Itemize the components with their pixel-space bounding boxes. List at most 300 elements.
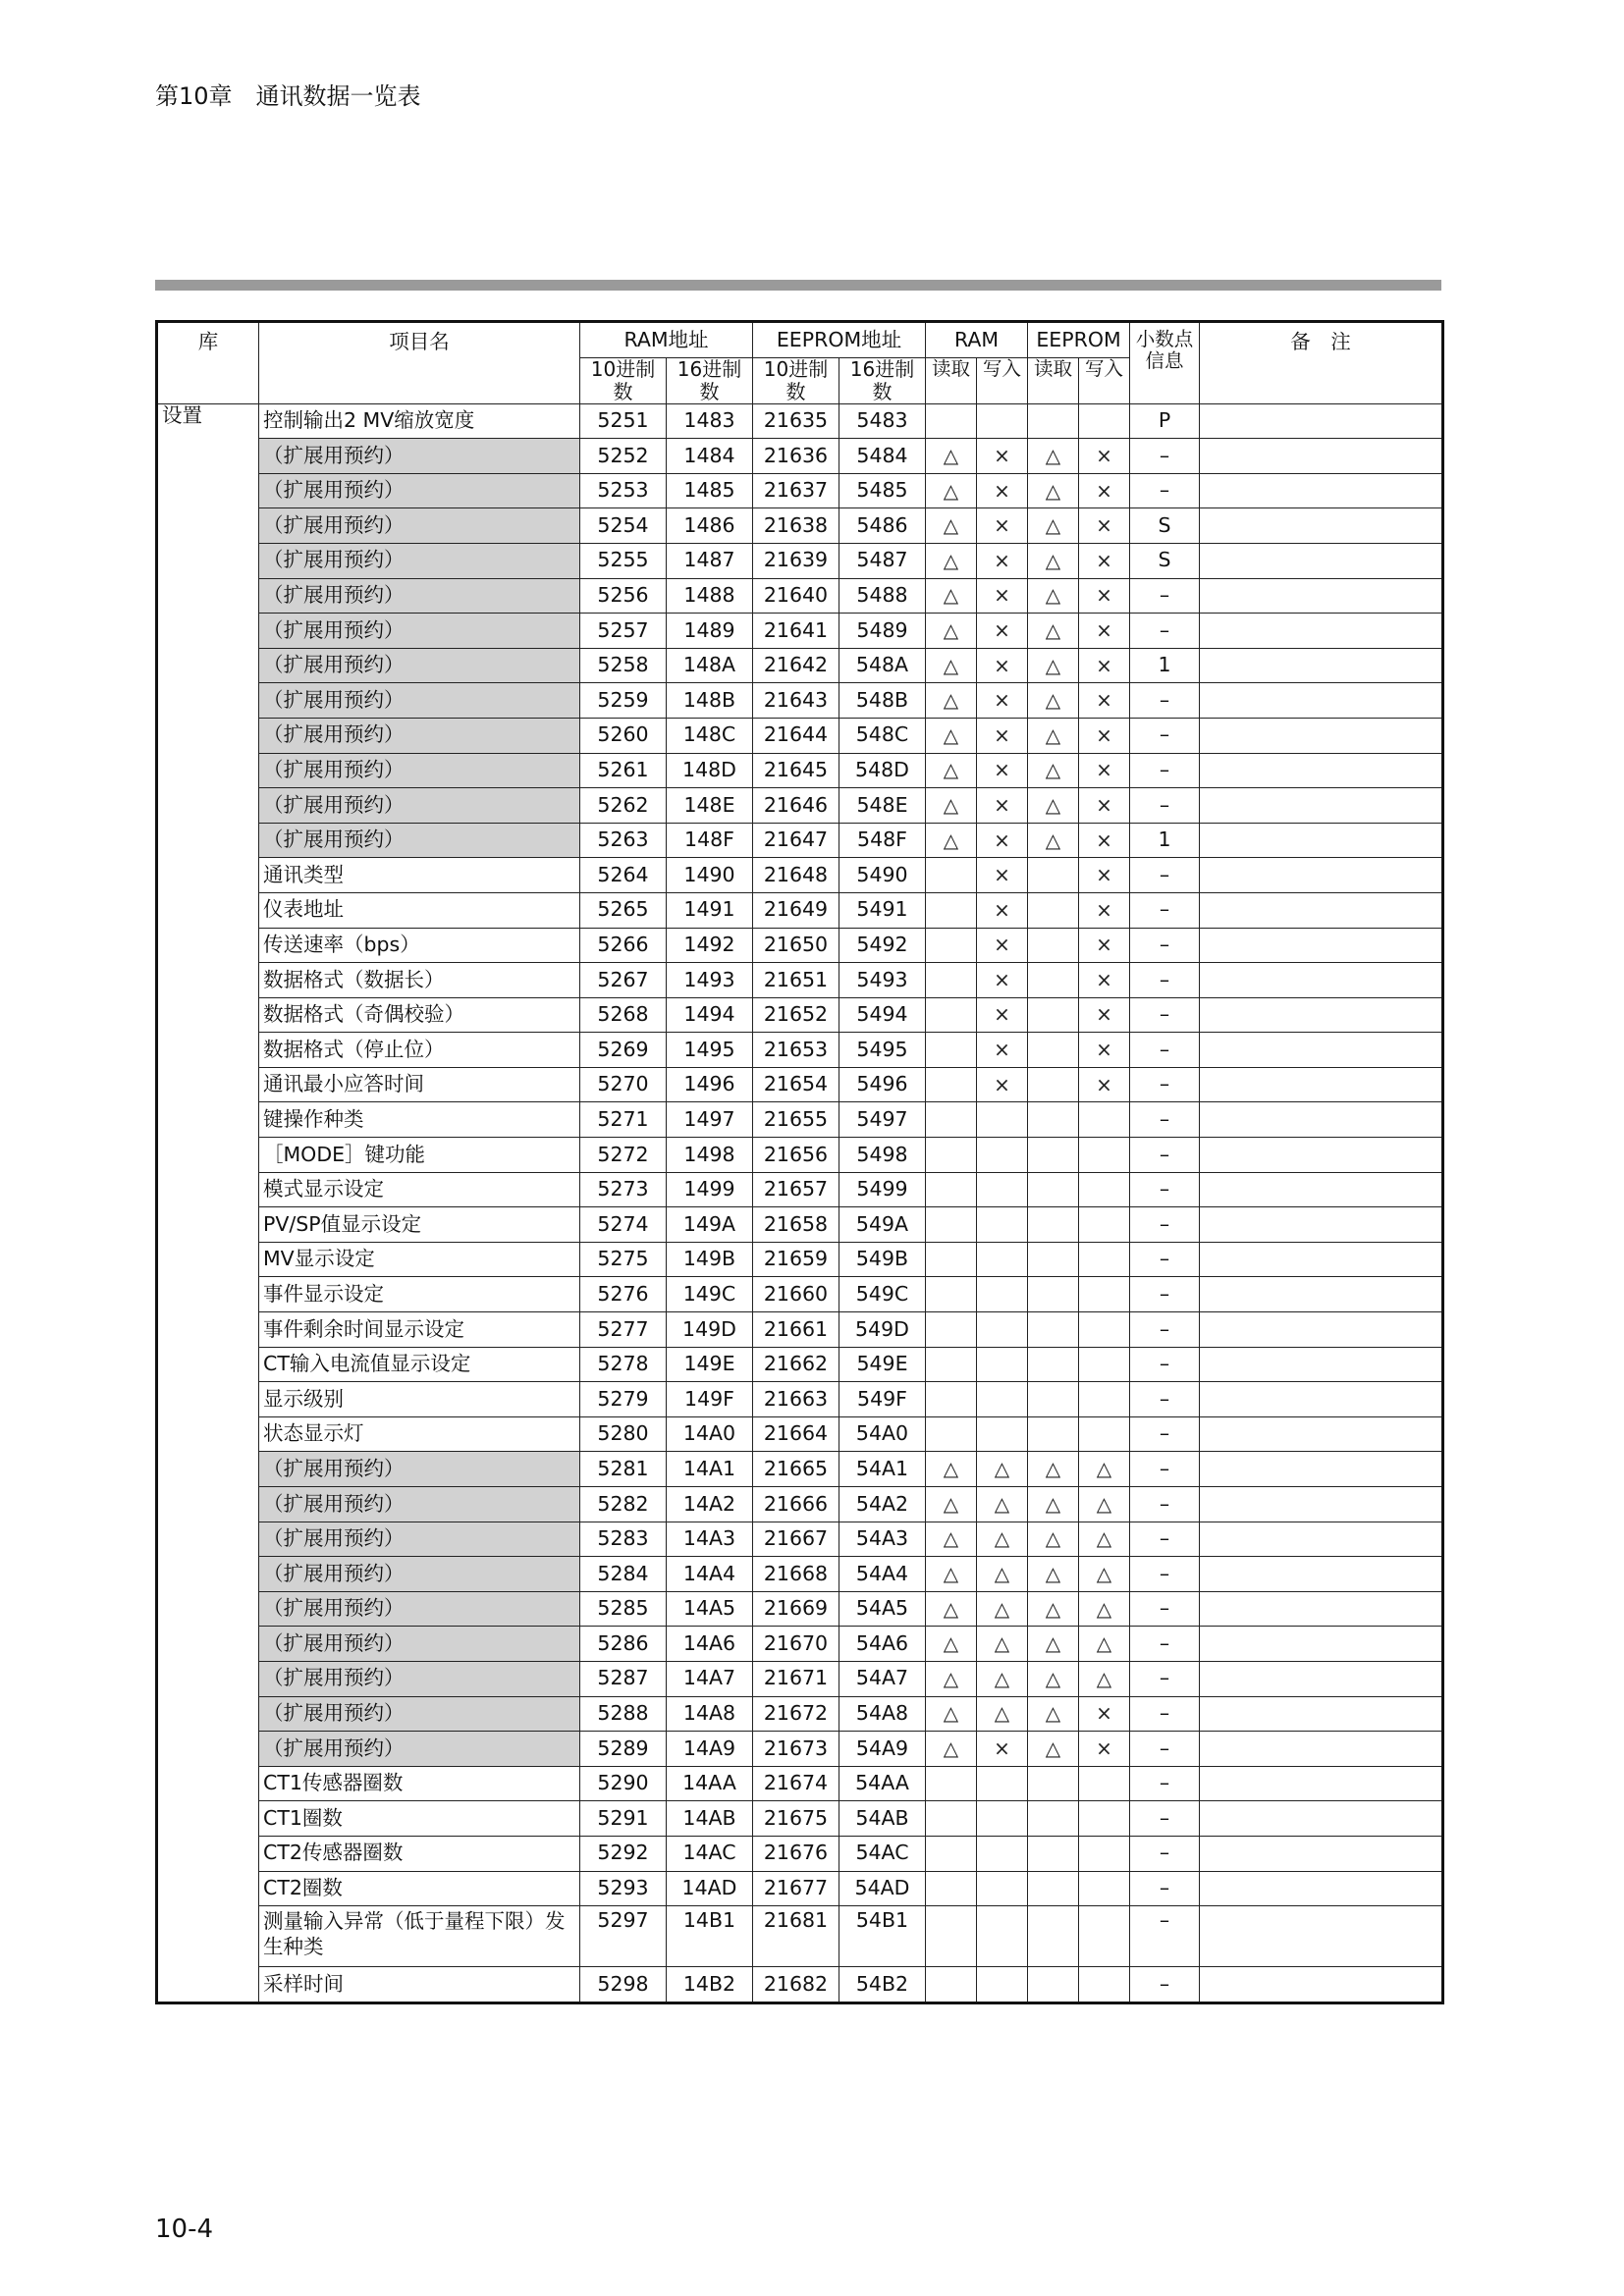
notes-cell bbox=[1200, 997, 1443, 1033]
ram-read-cell: △ bbox=[926, 439, 977, 474]
table-row bbox=[157, 648, 1443, 683]
decimal-info-cell: – bbox=[1130, 1416, 1200, 1452]
eeprom-read-cell: △ bbox=[1028, 753, 1079, 788]
table-row bbox=[157, 1312, 1443, 1348]
ram-write-cell: × bbox=[977, 892, 1028, 928]
header-eeprom-dec: 10进制数 bbox=[753, 357, 839, 403]
decimal-info-cell: – bbox=[1130, 1452, 1200, 1487]
ram-hex-cell: 1491 bbox=[667, 892, 753, 928]
eeprom-write-cell: × bbox=[1079, 1732, 1130, 1767]
ram-dec-cell: 5279 bbox=[580, 1382, 667, 1417]
notes-cell bbox=[1200, 823, 1443, 858]
eeprom-hex-cell: 548B bbox=[839, 683, 926, 719]
ram-hex-cell: 14AB bbox=[667, 1801, 753, 1837]
eeprom-read-cell bbox=[1028, 1033, 1079, 1068]
decimal-info-cell: – bbox=[1130, 683, 1200, 719]
decimal-info-cell: – bbox=[1130, 1522, 1200, 1557]
table-row bbox=[157, 1452, 1443, 1487]
table-row bbox=[157, 753, 1443, 788]
eeprom-read-cell bbox=[1028, 1277, 1079, 1312]
ram-write-cell bbox=[977, 1906, 1028, 1967]
eeprom-read-cell: △ bbox=[1028, 543, 1079, 578]
ram-read-cell bbox=[926, 1347, 977, 1382]
eeprom-write-cell: × bbox=[1079, 718, 1130, 753]
eeprom-dec-cell: 21641 bbox=[753, 614, 839, 649]
ram-hex-cell: 148A bbox=[667, 648, 753, 683]
ram-dec-cell: 5283 bbox=[580, 1522, 667, 1557]
item-name-cell: 测量输入异常（低于量程下限）发生种类 bbox=[259, 1906, 580, 1967]
ram-write-cell: × bbox=[977, 1033, 1028, 1068]
table-row bbox=[157, 1382, 1443, 1417]
header-eeprom-write: 写入 bbox=[1079, 357, 1130, 403]
table-row bbox=[157, 614, 1443, 649]
eeprom-dec-cell: 21638 bbox=[753, 508, 839, 544]
ram-hex-cell: 14A2 bbox=[667, 1487, 753, 1522]
notes-cell bbox=[1200, 403, 1443, 439]
item-name-cell: （扩展用预约） bbox=[259, 788, 580, 824]
item-name-cell: （扩展用预约） bbox=[259, 439, 580, 474]
ram-read-cell bbox=[926, 928, 977, 963]
eeprom-write-cell bbox=[1079, 1836, 1130, 1871]
ram-dec-cell: 5290 bbox=[580, 1766, 667, 1801]
ram-hex-cell: 1498 bbox=[667, 1138, 753, 1173]
decimal-info-cell: – bbox=[1130, 1836, 1200, 1871]
eeprom-write-cell bbox=[1079, 1801, 1130, 1837]
item-name-cell: CT输入电流值显示设定 bbox=[259, 1347, 580, 1382]
ram-hex-cell: 14A9 bbox=[667, 1732, 753, 1767]
ram-dec-cell: 5270 bbox=[580, 1067, 667, 1102]
item-name-cell: ［MODE］键功能 bbox=[259, 1138, 580, 1173]
eeprom-read-cell: △ bbox=[1028, 718, 1079, 753]
item-name-cell: 显示级别 bbox=[259, 1382, 580, 1417]
notes-cell bbox=[1200, 683, 1443, 719]
eeprom-write-cell: × bbox=[1079, 963, 1130, 998]
ram-write-cell: × bbox=[977, 997, 1028, 1033]
eeprom-hex-cell: 54B1 bbox=[839, 1906, 926, 1967]
ram-dec-cell: 5256 bbox=[580, 578, 667, 614]
ram-read-cell bbox=[926, 1172, 977, 1207]
eeprom-read-cell: △ bbox=[1028, 614, 1079, 649]
eeprom-read-cell bbox=[1028, 1416, 1079, 1452]
eeprom-write-cell: × bbox=[1079, 473, 1130, 508]
notes-cell bbox=[1200, 508, 1443, 544]
eeprom-write-cell: △ bbox=[1079, 1522, 1130, 1557]
decimal-info-cell: – bbox=[1130, 1871, 1200, 1906]
header-ram-hex: 16进制数 bbox=[667, 357, 753, 403]
ram-dec-cell: 5289 bbox=[580, 1732, 667, 1767]
ram-read-cell bbox=[926, 1277, 977, 1312]
eeprom-dec-cell: 21665 bbox=[753, 1452, 839, 1487]
item-name-cell: （扩展用预约） bbox=[259, 1487, 580, 1522]
ram-hex-cell: 14B1 bbox=[667, 1906, 753, 1967]
item-name-cell: （扩展用预约） bbox=[259, 823, 580, 858]
eeprom-write-cell: △ bbox=[1079, 1452, 1130, 1487]
ram-write-cell: × bbox=[977, 823, 1028, 858]
eeprom-write-cell: × bbox=[1079, 683, 1130, 719]
eeprom-dec-cell: 21644 bbox=[753, 718, 839, 753]
decimal-info-cell: – bbox=[1130, 1906, 1200, 1967]
ram-hex-cell: 149A bbox=[667, 1207, 753, 1243]
item-name-cell: （扩展用预约） bbox=[259, 683, 580, 719]
decimal-info-cell: – bbox=[1130, 1242, 1200, 1277]
item-name-cell: （扩展用预约） bbox=[259, 1591, 580, 1627]
ram-dec-cell: 5287 bbox=[580, 1661, 667, 1696]
table-row bbox=[157, 1871, 1443, 1906]
eeprom-hex-cell: 549F bbox=[839, 1382, 926, 1417]
item-name-cell: （扩展用预约） bbox=[259, 1661, 580, 1696]
table-row bbox=[157, 1766, 1443, 1801]
ram-hex-cell: 14AC bbox=[667, 1836, 753, 1871]
eeprom-hex-cell: 54A8 bbox=[839, 1696, 926, 1732]
eeprom-read-cell: △ bbox=[1028, 788, 1079, 824]
eeprom-hex-cell: 54A7 bbox=[839, 1661, 926, 1696]
ram-hex-cell: 1489 bbox=[667, 614, 753, 649]
table-row bbox=[157, 1277, 1443, 1312]
ram-write-cell: × bbox=[977, 439, 1028, 474]
ram-write-cell: △ bbox=[977, 1557, 1028, 1592]
ram-write-cell: △ bbox=[977, 1591, 1028, 1627]
ram-dec-cell: 5291 bbox=[580, 1801, 667, 1837]
decimal-info-cell: – bbox=[1130, 1801, 1200, 1837]
eeprom-dec-cell: 21636 bbox=[753, 439, 839, 474]
eeprom-hex-cell: 5498 bbox=[839, 1138, 926, 1173]
ram-hex-cell: 14AD bbox=[667, 1871, 753, 1906]
ram-dec-cell: 5258 bbox=[580, 648, 667, 683]
table-body bbox=[157, 403, 1443, 2002]
ram-read-cell bbox=[926, 1766, 977, 1801]
item-name-cell: 传送速率（bps） bbox=[259, 928, 580, 963]
eeprom-read-cell: △ bbox=[1028, 823, 1079, 858]
ram-hex-cell: 1485 bbox=[667, 473, 753, 508]
ram-read-cell: △ bbox=[926, 1522, 977, 1557]
table-row bbox=[157, 578, 1443, 614]
ram-dec-cell: 5267 bbox=[580, 963, 667, 998]
item-name-cell: （扩展用预约） bbox=[259, 1696, 580, 1732]
notes-cell bbox=[1200, 1207, 1443, 1243]
eeprom-read-cell bbox=[1028, 963, 1079, 998]
item-name-cell: 状态显示灯 bbox=[259, 1416, 580, 1452]
notes-cell bbox=[1200, 1967, 1443, 2003]
ram-read-cell bbox=[926, 1242, 977, 1277]
eeprom-read-cell: △ bbox=[1028, 1557, 1079, 1592]
eeprom-write-cell bbox=[1079, 1416, 1130, 1452]
decimal-info-cell: – bbox=[1130, 1557, 1200, 1592]
ram-write-cell: △ bbox=[977, 1452, 1028, 1487]
notes-cell bbox=[1200, 1732, 1443, 1767]
notes-cell bbox=[1200, 858, 1443, 893]
eeprom-hex-cell: 5494 bbox=[839, 997, 926, 1033]
decimal-info-cell: – bbox=[1130, 788, 1200, 824]
eeprom-read-cell: △ bbox=[1028, 1661, 1079, 1696]
section-rule bbox=[155, 280, 1441, 291]
ram-dec-cell: 5268 bbox=[580, 997, 667, 1033]
eeprom-write-cell: △ bbox=[1079, 1661, 1130, 1696]
eeprom-dec-cell: 21658 bbox=[753, 1207, 839, 1243]
eeprom-hex-cell: 54AA bbox=[839, 1766, 926, 1801]
eeprom-read-cell bbox=[1028, 1871, 1079, 1906]
ram-dec-cell: 5257 bbox=[580, 614, 667, 649]
eeprom-hex-cell: 548F bbox=[839, 823, 926, 858]
table-row bbox=[157, 1836, 1443, 1871]
eeprom-hex-cell: 548C bbox=[839, 718, 926, 753]
eeprom-write-cell: × bbox=[1079, 648, 1130, 683]
eeprom-dec-cell: 21655 bbox=[753, 1102, 839, 1138]
eeprom-dec-cell: 21651 bbox=[753, 963, 839, 998]
ram-hex-cell: 14A4 bbox=[667, 1557, 753, 1592]
eeprom-read-cell bbox=[1028, 1766, 1079, 1801]
ram-write-cell: × bbox=[977, 753, 1028, 788]
eeprom-dec-cell: 21657 bbox=[753, 1172, 839, 1207]
ram-write-cell: × bbox=[977, 1732, 1028, 1767]
ram-hex-cell: 1492 bbox=[667, 928, 753, 963]
ram-hex-cell: 14A3 bbox=[667, 1522, 753, 1557]
eeprom-hex-cell: 5497 bbox=[839, 1102, 926, 1138]
ram-write-cell bbox=[977, 1416, 1028, 1452]
decimal-info-cell: – bbox=[1130, 997, 1200, 1033]
eeprom-write-cell bbox=[1079, 1312, 1130, 1348]
notes-cell bbox=[1200, 1591, 1443, 1627]
eeprom-hex-cell: 5491 bbox=[839, 892, 926, 928]
item-name-cell: （扩展用预约） bbox=[259, 578, 580, 614]
notes-cell bbox=[1200, 1557, 1443, 1592]
decimal-info-cell: – bbox=[1130, 1696, 1200, 1732]
eeprom-dec-cell: 21652 bbox=[753, 997, 839, 1033]
item-name-cell: （扩展用预约） bbox=[259, 1452, 580, 1487]
eeprom-read-cell: △ bbox=[1028, 1627, 1079, 1662]
eeprom-write-cell: × bbox=[1079, 1033, 1130, 1068]
eeprom-hex-cell: 5493 bbox=[839, 963, 926, 998]
eeprom-read-cell bbox=[1028, 1242, 1079, 1277]
eeprom-dec-cell: 21681 bbox=[753, 1906, 839, 1967]
item-name-cell: （扩展用预约） bbox=[259, 473, 580, 508]
item-name-cell: MV显示设定 bbox=[259, 1242, 580, 1277]
notes-cell bbox=[1200, 1906, 1443, 1967]
ram-dec-cell: 5271 bbox=[580, 1102, 667, 1138]
eeprom-write-cell bbox=[1079, 1906, 1130, 1967]
header-ram-dec: 10进制数 bbox=[580, 357, 667, 403]
ram-write-cell: × bbox=[977, 1067, 1028, 1102]
group-label: 设置 bbox=[157, 403, 259, 2002]
ram-dec-cell: 5286 bbox=[580, 1627, 667, 1662]
ram-write-cell: × bbox=[977, 683, 1028, 719]
table-row bbox=[157, 508, 1443, 544]
header-ram-address: RAM地址 bbox=[580, 322, 753, 358]
notes-cell bbox=[1200, 1522, 1443, 1557]
item-name-cell: CT2传感器圈数 bbox=[259, 1836, 580, 1871]
eeprom-write-cell bbox=[1079, 1102, 1130, 1138]
communication-data-table bbox=[155, 320, 1444, 2004]
ram-read-cell: △ bbox=[926, 1452, 977, 1487]
ram-dec-cell: 5288 bbox=[580, 1696, 667, 1732]
ram-hex-cell: 148D bbox=[667, 753, 753, 788]
item-name-cell: （扩展用预约） bbox=[259, 753, 580, 788]
notes-cell bbox=[1200, 1138, 1443, 1173]
ram-dec-cell: 5275 bbox=[580, 1242, 667, 1277]
table-row bbox=[157, 858, 1443, 893]
eeprom-dec-cell: 21643 bbox=[753, 683, 839, 719]
ram-read-cell bbox=[926, 1871, 977, 1906]
eeprom-read-cell bbox=[1028, 1347, 1079, 1382]
table-row bbox=[157, 823, 1443, 858]
ram-read-cell: △ bbox=[926, 1487, 977, 1522]
eeprom-read-cell: △ bbox=[1028, 439, 1079, 474]
notes-cell bbox=[1200, 1871, 1443, 1906]
item-name-cell: 键操作种类 bbox=[259, 1102, 580, 1138]
ram-write-cell: × bbox=[977, 508, 1028, 544]
notes-cell bbox=[1200, 614, 1443, 649]
ram-hex-cell: 1494 bbox=[667, 997, 753, 1033]
decimal-info-cell: – bbox=[1130, 1033, 1200, 1068]
table-row bbox=[157, 1732, 1443, 1767]
notes-cell bbox=[1200, 718, 1443, 753]
eeprom-dec-cell: 21648 bbox=[753, 858, 839, 893]
ram-write-cell bbox=[977, 1382, 1028, 1417]
ram-dec-cell: 5266 bbox=[580, 928, 667, 963]
ram-dec-cell: 5272 bbox=[580, 1138, 667, 1173]
ram-hex-cell: 1488 bbox=[667, 578, 753, 614]
eeprom-dec-cell: 21677 bbox=[753, 1871, 839, 1906]
notes-cell bbox=[1200, 1102, 1443, 1138]
notes-cell bbox=[1200, 1312, 1443, 1348]
eeprom-hex-cell: 5492 bbox=[839, 928, 926, 963]
header-eeprom: EEPROM bbox=[1028, 322, 1130, 358]
eeprom-dec-cell: 21663 bbox=[753, 1382, 839, 1417]
ram-dec-cell: 5265 bbox=[580, 892, 667, 928]
ram-read-cell: △ bbox=[926, 753, 977, 788]
ram-write-cell bbox=[977, 1871, 1028, 1906]
ram-dec-cell: 5251 bbox=[580, 403, 667, 439]
ram-read-cell: △ bbox=[926, 718, 977, 753]
eeprom-write-cell: × bbox=[1079, 928, 1130, 963]
decimal-info-cell: – bbox=[1130, 578, 1200, 614]
item-name-cell: 事件显示设定 bbox=[259, 1277, 580, 1312]
ram-write-cell bbox=[977, 1102, 1028, 1138]
ram-hex-cell: 1493 bbox=[667, 963, 753, 998]
decimal-info-cell: – bbox=[1130, 614, 1200, 649]
chapter-title: 第10章 通讯数据一览表 bbox=[155, 82, 421, 110]
eeprom-dec-cell: 21664 bbox=[753, 1416, 839, 1452]
ram-dec-cell: 5253 bbox=[580, 473, 667, 508]
header-item-name: 项目名 bbox=[259, 322, 580, 404]
notes-cell bbox=[1200, 1487, 1443, 1522]
table-row bbox=[157, 997, 1443, 1033]
ram-write-cell: △ bbox=[977, 1522, 1028, 1557]
ram-write-cell bbox=[977, 1766, 1028, 1801]
decimal-info-cell: – bbox=[1130, 1627, 1200, 1662]
ram-hex-cell: 14A6 bbox=[667, 1627, 753, 1662]
ram-hex-cell: 1495 bbox=[667, 1033, 753, 1068]
table-row bbox=[157, 928, 1443, 963]
eeprom-read-cell: △ bbox=[1028, 648, 1079, 683]
item-name-cell: 数据格式（奇偶校验） bbox=[259, 997, 580, 1033]
eeprom-write-cell bbox=[1079, 1172, 1130, 1207]
notes-cell bbox=[1200, 1277, 1443, 1312]
notes-cell bbox=[1200, 1416, 1443, 1452]
table-row bbox=[157, 473, 1443, 508]
ram-read-cell: △ bbox=[926, 543, 977, 578]
eeprom-dec-cell: 21653 bbox=[753, 1033, 839, 1068]
eeprom-dec-cell: 21645 bbox=[753, 753, 839, 788]
table-row bbox=[157, 1967, 1443, 2003]
eeprom-write-cell bbox=[1079, 1242, 1130, 1277]
notes-cell bbox=[1200, 1766, 1443, 1801]
item-name-cell: 通讯类型 bbox=[259, 858, 580, 893]
table-row bbox=[157, 683, 1443, 719]
eeprom-read-cell bbox=[1028, 1067, 1079, 1102]
ram-write-cell bbox=[977, 1138, 1028, 1173]
table-row bbox=[157, 1067, 1443, 1102]
table-row bbox=[157, 403, 1443, 439]
ram-read-cell: △ bbox=[926, 823, 977, 858]
ram-dec-cell: 5264 bbox=[580, 858, 667, 893]
table-row bbox=[157, 1522, 1443, 1557]
eeprom-hex-cell: 54A2 bbox=[839, 1487, 926, 1522]
notes-cell bbox=[1200, 543, 1443, 578]
ram-hex-cell: 14A8 bbox=[667, 1696, 753, 1732]
item-name-cell: （扩展用预约） bbox=[259, 648, 580, 683]
eeprom-dec-cell: 21668 bbox=[753, 1557, 839, 1592]
eeprom-read-cell: △ bbox=[1028, 1591, 1079, 1627]
eeprom-read-cell: △ bbox=[1028, 473, 1079, 508]
ram-dec-cell: 5254 bbox=[580, 508, 667, 544]
ram-write-cell: △ bbox=[977, 1487, 1028, 1522]
eeprom-write-cell: × bbox=[1079, 1067, 1130, 1102]
eeprom-hex-cell: 548D bbox=[839, 753, 926, 788]
ram-hex-cell: 1487 bbox=[667, 543, 753, 578]
ram-read-cell bbox=[926, 997, 977, 1033]
decimal-info-cell: – bbox=[1130, 1277, 1200, 1312]
ram-write-cell bbox=[977, 1312, 1028, 1348]
notes-cell bbox=[1200, 439, 1443, 474]
eeprom-read-cell bbox=[1028, 858, 1079, 893]
table-row bbox=[157, 1172, 1443, 1207]
eeprom-hex-cell: 549A bbox=[839, 1207, 926, 1243]
item-name-cell: （扩展用预约） bbox=[259, 508, 580, 544]
ram-write-cell: × bbox=[977, 928, 1028, 963]
ram-write-cell: △ bbox=[977, 1627, 1028, 1662]
ram-read-cell bbox=[926, 1207, 977, 1243]
ram-hex-cell: 1483 bbox=[667, 403, 753, 439]
ram-hex-cell: 1496 bbox=[667, 1067, 753, 1102]
decimal-info-cell: – bbox=[1130, 753, 1200, 788]
eeprom-read-cell bbox=[1028, 1967, 1079, 2003]
notes-cell bbox=[1200, 1696, 1443, 1732]
decimal-info-cell: – bbox=[1130, 1067, 1200, 1102]
notes-cell bbox=[1200, 788, 1443, 824]
ram-write-cell bbox=[977, 1836, 1028, 1871]
decimal-info-cell: – bbox=[1130, 892, 1200, 928]
header-eeprom-address: EEPROM地址 bbox=[753, 322, 926, 358]
eeprom-dec-cell: 21669 bbox=[753, 1591, 839, 1627]
notes-cell bbox=[1200, 963, 1443, 998]
ram-read-cell bbox=[926, 1102, 977, 1138]
ram-read-cell bbox=[926, 1138, 977, 1173]
table-row bbox=[157, 1207, 1443, 1243]
eeprom-hex-cell: 54AD bbox=[839, 1871, 926, 1906]
item-name-cell: 模式显示设定 bbox=[259, 1172, 580, 1207]
notes-cell bbox=[1200, 1452, 1443, 1487]
item-name-cell: 控制输出2 MV缩放宽度 bbox=[259, 403, 580, 439]
decimal-info-cell: – bbox=[1130, 1766, 1200, 1801]
eeprom-dec-cell: 21682 bbox=[753, 1967, 839, 2003]
ram-read-cell: △ bbox=[926, 648, 977, 683]
ram-read-cell: △ bbox=[926, 683, 977, 719]
eeprom-read-cell: △ bbox=[1028, 1696, 1079, 1732]
eeprom-write-cell bbox=[1079, 1347, 1130, 1382]
table-row bbox=[157, 1242, 1443, 1277]
ram-dec-cell: 5282 bbox=[580, 1487, 667, 1522]
decimal-info-cell: – bbox=[1130, 1382, 1200, 1417]
